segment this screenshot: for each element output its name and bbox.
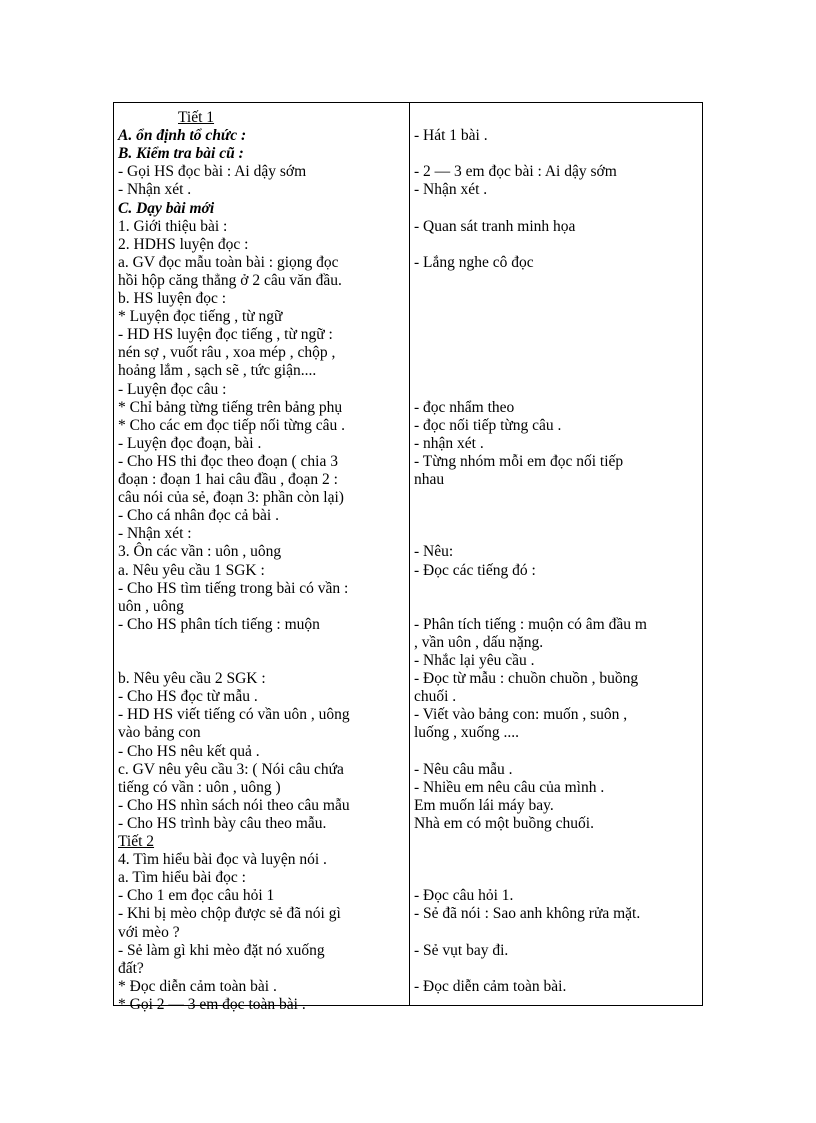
teacher-line: - Sẻ làm gì khi mèo đặt nó xuống bbox=[118, 941, 325, 959]
student-line: - nhận xét . bbox=[414, 434, 484, 452]
teacher-line: - Cho HS trình bày câu theo mẫu. bbox=[118, 814, 327, 832]
student-line: - Nhận xét . bbox=[414, 181, 488, 199]
student-line: - Đọc từ mẫu : chuồn chuồn , buồng bbox=[414, 670, 639, 688]
teacher-line: - Cho 1 em đọc câu hỏi 1 bbox=[118, 887, 275, 905]
teacher-line: - Luyện đọc đoạn, bài . bbox=[118, 434, 262, 452]
teacher-line: B. Kiểm tra bài cũ : bbox=[118, 145, 244, 163]
teacher-line: 4. Tìm hiểu bài đọc và luyện nói . bbox=[118, 851, 327, 869]
column-divider bbox=[409, 103, 410, 1005]
student-line: Nhà em có một buồng chuối. bbox=[414, 814, 594, 832]
teacher-line: - Gọi HS đọc bài : Ai dậy sớm bbox=[118, 163, 307, 181]
student-line: - Quan sát tranh minh họa bbox=[414, 217, 576, 235]
teacher-line: đoạn : đoạn 1 hai câu đầu , đoạn 2 : bbox=[118, 471, 338, 488]
teacher-line: a. Nêu yêu cầu 1 SGK : bbox=[118, 561, 265, 579]
student-line: - Nhắc lại yêu cầu . bbox=[414, 652, 535, 669]
teacher-line: - Cho HS thi đọc theo đoạn ( chia 3 bbox=[118, 452, 338, 470]
teacher-line: c. GV nêu yêu cầu 3: ( Nói câu chứa bbox=[118, 760, 344, 778]
teacher-line: câu nói của sẻ, đoạn 3: phần còn lại) bbox=[118, 489, 344, 507]
teacher-line: b. Nêu yêu cầu 2 SGK : bbox=[118, 670, 266, 688]
student-line: luống , xuống .... bbox=[414, 724, 520, 742]
teacher-line: 3. Ôn các vần : uôn , uông bbox=[118, 543, 282, 561]
student-line: - Đọc diễn cảm toàn bài. bbox=[414, 977, 567, 995]
lesson-table bbox=[113, 102, 703, 1013]
student-line: - Hát 1 bài . bbox=[414, 127, 488, 145]
student-line: - đọc nối tiếp từng câu . bbox=[414, 416, 562, 434]
student-line: - Sẻ vụt bay đi. bbox=[414, 941, 509, 959]
teacher-line: 1. Giới thiệu bài : bbox=[118, 217, 228, 235]
student-line: - Đọc các tiếng đó : bbox=[414, 561, 536, 579]
student-line: - Nêu: bbox=[414, 543, 454, 561]
teacher-line: * Chỉ bảng từng tiếng trên bảng phụ bbox=[118, 398, 343, 416]
student-line: - Lắng nghe cô đọc bbox=[414, 253, 534, 271]
student-line: , vần uôn , dấu nặng. bbox=[414, 633, 544, 651]
teacher-line: hoảng lắm , sạch sẽ , tức giận.... bbox=[118, 362, 317, 380]
teacher-line: A. ổn định tổ chức : bbox=[118, 127, 247, 145]
teacher-line: - Luyện đọc câu : bbox=[118, 380, 227, 398]
student-line: Em muốn lái máy bay. bbox=[414, 796, 554, 814]
teacher-line: - Cho cá nhân đọc cả bài . bbox=[118, 507, 279, 525]
student-line: nhau bbox=[414, 471, 445, 488]
teacher-line: * Đọc diễn cảm toàn bài . bbox=[118, 977, 277, 995]
teacher-line: a. Tìm hiểu bài đọc : bbox=[118, 869, 246, 887]
teacher-line: uôn , uông bbox=[118, 597, 184, 615]
student-line: - Từng nhóm mỗi em đọc nối tiếp bbox=[414, 452, 624, 470]
teacher-line: - Cho HS tìm tiếng trong bài có vần : bbox=[118, 579, 349, 597]
teacher-line: - HD HS viết tiếng có vần uôn , uông bbox=[118, 706, 350, 724]
teacher-line: nén sợ , vuốt râu , xoa mép , chộp , bbox=[118, 344, 336, 362]
teacher-line: vào bảng con bbox=[118, 724, 201, 742]
teacher-line: - Nhận xét . bbox=[118, 181, 192, 199]
teacher-line: 2. HDHS luyện đọc : bbox=[118, 235, 249, 253]
student-line: - đọc nhẩm theo bbox=[414, 398, 515, 416]
teacher-line: - Cho HS nhìn sách nói theo câu mẫu bbox=[118, 796, 350, 814]
student-line: - Nhiều em nêu câu của mình . bbox=[414, 778, 605, 796]
student-line: - Nêu câu mẫu . bbox=[414, 760, 513, 778]
teacher-line: đất? bbox=[118, 959, 144, 977]
student-line: - Đọc câu hỏi 1. bbox=[414, 887, 514, 905]
teacher-line: - Cho HS đọc từ mẫu . bbox=[118, 688, 258, 706]
teacher-line: C. Dạy bài mới bbox=[118, 199, 215, 217]
teacher-line: * Cho các em đọc tiếp nối từng câu . bbox=[118, 416, 346, 434]
student-line: - 2 — 3 em đọc bài : Ai dậy sớm bbox=[414, 163, 617, 181]
teacher-line: b. HS luyện đọc : bbox=[118, 290, 227, 307]
teacher-line: hồi hộp căng thẳng ở 2 câu văn đầu. bbox=[118, 271, 342, 289]
student-line: - Sẻ đã nói : Sao anh không rửa mặt. bbox=[414, 905, 641, 923]
teacher-line: Tiết 2 bbox=[118, 833, 155, 850]
teacher-line: * Gọi 2 — 3 em đọc toàn bài . bbox=[118, 995, 306, 1013]
teacher-line: a. GV đọc mẫu toàn bài : giọng đọc bbox=[118, 253, 339, 271]
teacher-line: - Cho HS phân tích tiếng : muộn bbox=[118, 615, 320, 633]
teacher-line: * Luyện đọc tiếng , từ ngữ bbox=[118, 308, 283, 326]
teacher-line: - Khi bị mèo chộp được sẻ đã nói gì bbox=[118, 905, 341, 923]
teacher-line: với mèo ? bbox=[118, 923, 180, 941]
teacher-line: - Cho HS nêu kết quả . bbox=[118, 742, 260, 760]
student-line: - Viết vào bảng con: muốn , suôn , bbox=[414, 706, 628, 724]
student-line: chuối . bbox=[414, 688, 457, 706]
teacher-line: - HD HS luyện đọc tiếng , từ ngữ : bbox=[118, 326, 333, 344]
student-line: - Phân tích tiếng : muộn có âm đầu m bbox=[414, 615, 647, 633]
teacher-line: tiếng có vần : uôn , uông ) bbox=[118, 778, 281, 796]
teacher-line: - Nhận xét : bbox=[118, 525, 192, 543]
teacher-line: Tiết 1 bbox=[178, 109, 215, 126]
